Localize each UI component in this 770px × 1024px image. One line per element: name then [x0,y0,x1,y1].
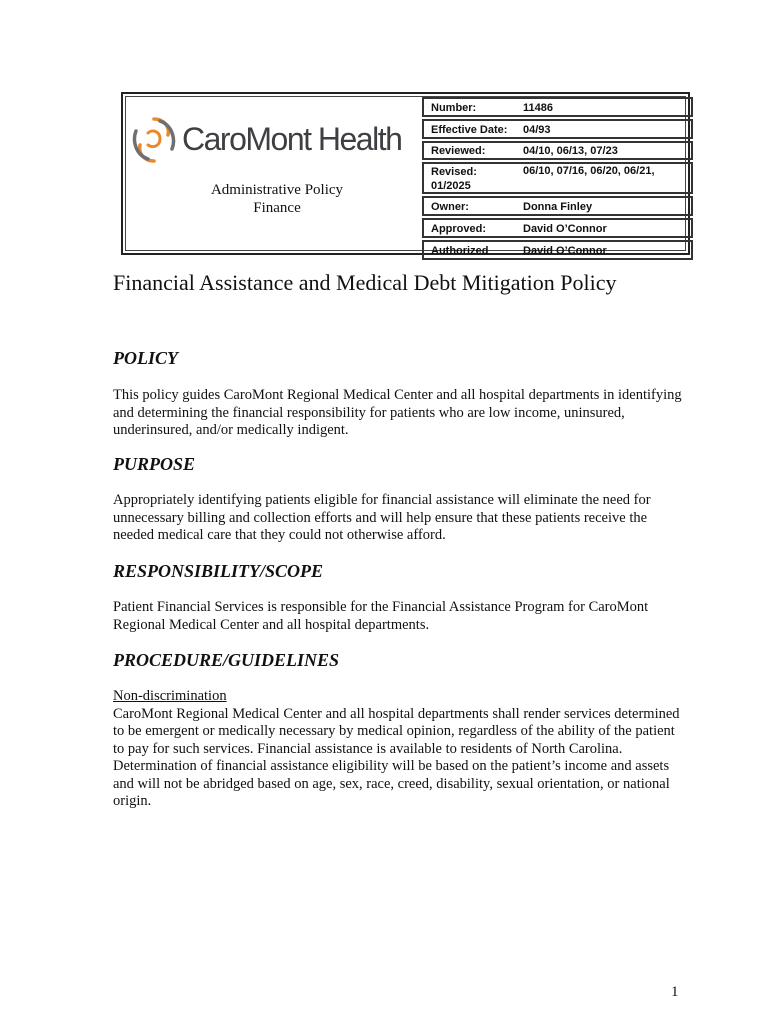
purpose-text: Appropriately identifying patients eligible for financial assistance will eliminate the need for unnecessary billing and collection efforts and will help ensure that these patients receive the needed medical care that they could not otherwise afford. [113,492,651,543]
policy-heading: POLICY [113,348,178,368]
policy-header-inner [125,96,686,257]
info-label: Reviewed: [431,145,486,157]
info-value: Donna Finley [523,201,593,213]
info-label: Owner: [431,201,469,213]
info-label: Authorized [431,245,489,257]
info-row-approved [422,218,693,238]
info-value: 06/10, 07/16, 06/20, 06/21, [523,165,655,177]
procedure-text: CaroMont Regional Medical Center and all hospital departments shall render services determined to be emergent or medically necessary by medical opinion, regardless of the ability of the patient to pay for such services. Financial assistance is available to residents of North Carolina. Determination of financial assistance eligibility will be based on the patient’s income and assets and will not be abridged based on age, sex, race, creed, disability, sexual orientation, or national origin. [113,705,680,809]
caromont-logo [130,111,416,175]
info-value: David O’Connor [523,223,607,235]
non-discrimination-subheading: Non-discrimination [113,688,227,704]
department-label [136,181,418,217]
info-row-owner [422,196,693,216]
info-value: 04/93 [523,124,551,136]
info-value: 04/10, 06/13, 07/23 [523,145,618,157]
info-row-authorized [422,240,693,260]
info-label: Number: [431,102,477,114]
page-number: 1 [671,984,679,1000]
info-row-reviewed [422,141,693,160]
purpose-heading: PURPOSE [113,454,196,474]
dept-line-2: Finance [253,200,301,216]
caromont-logo-mark-icon [130,115,178,165]
dept-line-1: Administrative Policy [210,182,344,198]
info-value: David O’Connor [523,245,607,257]
info-row-revised [422,162,693,194]
info-row-number [422,97,693,117]
procedure-block [113,688,683,811]
scope-text: Patient Financial Services is responsible for the Financial Assistance Program for CaroMont Regional Medical Center and all hospital departments. [113,599,649,633]
policy-text: This policy guides CaroMont Regional Medical Center and all hospital departments in identifying and determining the financial responsibility for patients who are low income, uninsured, underinsured, and/or medically indigent. [113,387,682,438]
info-label: Approved: [431,223,486,235]
policy-info-table [422,97,693,260]
info-row-effective-date [422,119,693,139]
info-label: Revised: 01/2025 [431,166,477,192]
document-title: Financial Assistance and Medical Debt Mitigation Policy [113,270,617,295]
scope-heading: RESPONSIBILITY/SCOPE [113,561,324,581]
info-value: 11486 [523,102,553,114]
policy-header [121,92,690,255]
logo-wordmark: CaroMont Health [182,121,402,157]
info-label: Effective Date: [431,124,508,136]
procedure-heading: PROCEDURE/GUIDELINES [113,650,340,670]
